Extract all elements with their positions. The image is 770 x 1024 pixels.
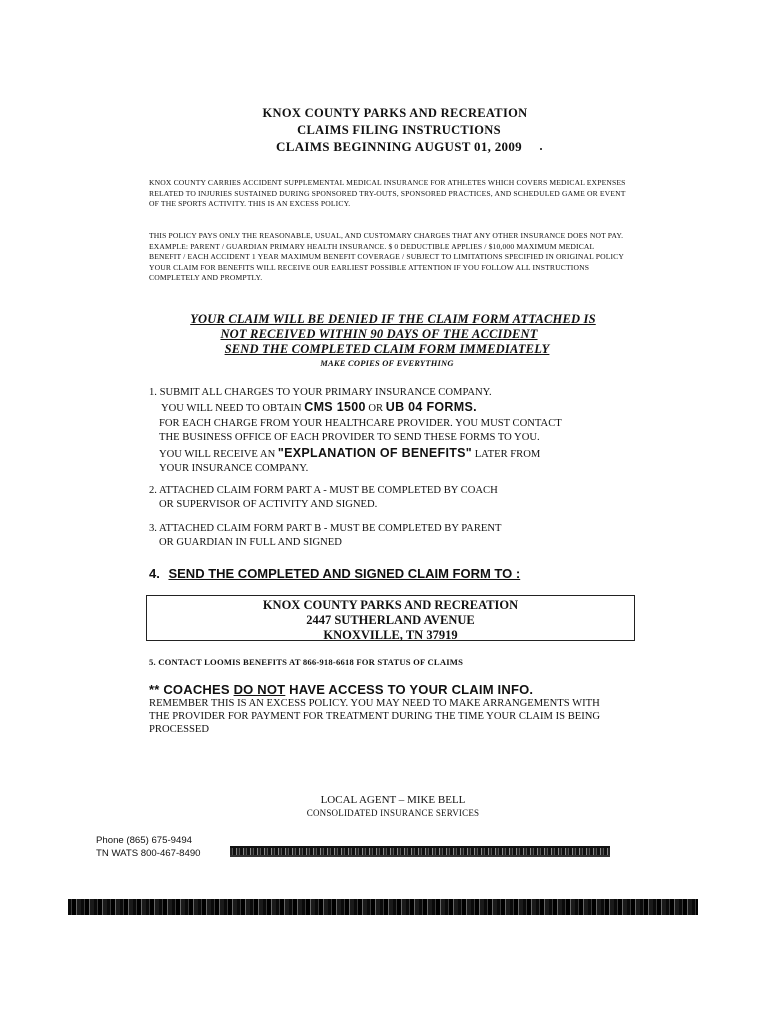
- coaches-suffix: HAVE ACCESS TO YOUR CLAIM INFO.: [289, 682, 534, 697]
- coaches-do-not: DO NOT: [233, 682, 286, 697]
- step-3-line-2: OR GUARDIAN IN FULL AND SIGNED: [159, 537, 342, 549]
- mailing-address-box: [146, 595, 635, 641]
- address-name: KNOX COUNTY PARKS AND RECREATION: [262, 598, 519, 612]
- step-1-line-5: [149, 446, 629, 462]
- tn-wats-number: TN WATS 800-467-8490: [96, 848, 201, 859]
- step-2-line-2: OR SUPERVISOR OF ACTIVITY AND SIGNED.: [159, 499, 378, 511]
- step-5: 5. CONTACT LOOMIS BENEFITS AT 866-918-6618 FOR STATUS OF CLAIMS: [149, 657, 464, 667]
- step-1-form-cms: CMS 1500: [304, 400, 366, 415]
- step-1-or-text: OR: [368, 403, 384, 415]
- step-1-form-ub: UB 04 FORMS.: [385, 400, 477, 415]
- step-1-line-4: THE BUSINESS OFFICE OF EACH PROVIDER TO SEND THESE FORMS TO YOU.: [159, 432, 540, 444]
- warning-make-copies: MAKE COPIES OF EVERYTHING: [320, 358, 454, 368]
- step-1-line-6: YOUR INSURANCE COMPANY.: [159, 463, 309, 475]
- step-1-eob: "EXPLANATION OF BENEFITS": [277, 445, 473, 460]
- excess-policy-reminder: REMEMBER THIS IS AN EXCESS POLICY. YOU MAY NEED TO MAKE ARRANGEMENTS WITH THE PROVIDER FOR PAYMENT FOR TREATMENT DURING THE TIME YOUR CLAIM IS BEING PROCESSED: [149, 698, 601, 735]
- step-1-line-3: FOR EACH CHARGE FROM YOUR HEALTHCARE PROVIDER. YOU MUST CONTACT: [159, 417, 562, 429]
- step-1: [149, 386, 629, 476]
- step-4-text: SEND THE COMPLETED AND SIGNED CLAIM FORM TO :: [168, 566, 521, 581]
- step-3: [149, 522, 629, 551]
- address-city: KNOXVILLE, TN 37919: [323, 628, 458, 642]
- address-street: 2447 SUTHERLAND AVENUE: [306, 613, 475, 627]
- step-3-line-1: 3. ATTACHED CLAIM FORM PART B - MUST BE COMPLETED BY PARENT: [149, 523, 502, 534]
- title-organization: KNOX COUNTY PARKS AND RECREATION: [262, 106, 528, 120]
- coaches-notice: [149, 682, 533, 697]
- title-claims-date: CLAIMS BEGINNING AUGUST 01, 2009: [276, 139, 522, 154]
- step-1-line-1: 1. SUBMIT ALL CHARGES TO YOUR PRIMARY INSURANCE COMPANY.: [149, 387, 492, 398]
- contact-numbers: [96, 834, 201, 860]
- title-instructions: CLAIMS FILING INSTRUCTIONS: [297, 123, 501, 137]
- step-2-line-1: 2. ATTACHED CLAIM FORM PART A - MUST BE COMPLETED BY COACH: [149, 485, 498, 496]
- step-1-receive-text: YOU WILL RECEIVE AN: [159, 448, 276, 460]
- coaches-prefix: ** COACHES: [149, 682, 230, 697]
- step-1-line-2: [149, 400, 629, 416]
- scan-artifact-footer-bar: [68, 899, 698, 915]
- step-4-number: 4.: [149, 566, 160, 581]
- warning-line-2: NOT RECEIVED WITHIN 90 DAYS OF THE ACCIDENT: [220, 327, 538, 341]
- agency-name: CONSOLIDATED INSURANCE SERVICES: [306, 808, 480, 818]
- warning-line-1: YOUR CLAIM WILL BE DENIED IF THE CLAIM FORM ATTACHED IS: [190, 312, 596, 326]
- warning-line-3: SEND THE COMPLETED CLAIM FORM IMMEDIATELY: [224, 342, 550, 356]
- intro-paragraph-coverage: KNOX COUNTY CARRIES ACCIDENT SUPPLEMENTAL MEDICAL INSURANCE FOR ATHLETES WHICH COVERS MEDICAL EXPENSES RELATED TO INJURIES SUSTAINED DURING SPONSORED TRY-OUTS, SPONSORED PRACTICES, AND SCHEDULED GAME OR EVENT OF THE SPORTS ACTIVITY. THIS IS AN EXCESS POLICY.: [149, 178, 626, 209]
- step-1-obtain-text: YOU WILL NEED TO OBTAIN: [161, 403, 302, 415]
- scan-speck: [540, 148, 542, 150]
- local-agent: LOCAL AGENT – MIKE BELL: [320, 794, 466, 806]
- step-4: [149, 566, 520, 581]
- step-2: [149, 484, 629, 513]
- intro-paragraph-policy: THIS POLICY PAYS ONLY THE REASONABLE, USUAL, AND CUSTOMARY CHARGES THAT ANY OTHER INSURANCE DOES NOT PAY. EXAMPLE: PARENT / GUARDIAN PRIMARY HEALTH INSURANCE. $ 0 DEDUCTIBLE APPLIES / $10,000 MAXIMUM MEDICAL BENEFIT / EACH ACCIDENT 1 YEAR MAXIMUM BENEFIT COVERAGE / SUBJECT TO LIMITATIONS SPECIFIED IN ORIGINAL POLICY YOUR CLAIM FOR BENEFITS WILL RECEIVE OUR EARLIEST POSSIBLE ATTENTION IF YOU FOLLOW ALL INSTRUCTIONS COMPLETELY AND PROMPTLY.: [149, 231, 624, 283]
- phone-number: Phone (865) 675-9494: [96, 835, 193, 846]
- scan-artifact-underline: [230, 855, 610, 857]
- step-1-later-text: LATER FROM: [474, 448, 541, 460]
